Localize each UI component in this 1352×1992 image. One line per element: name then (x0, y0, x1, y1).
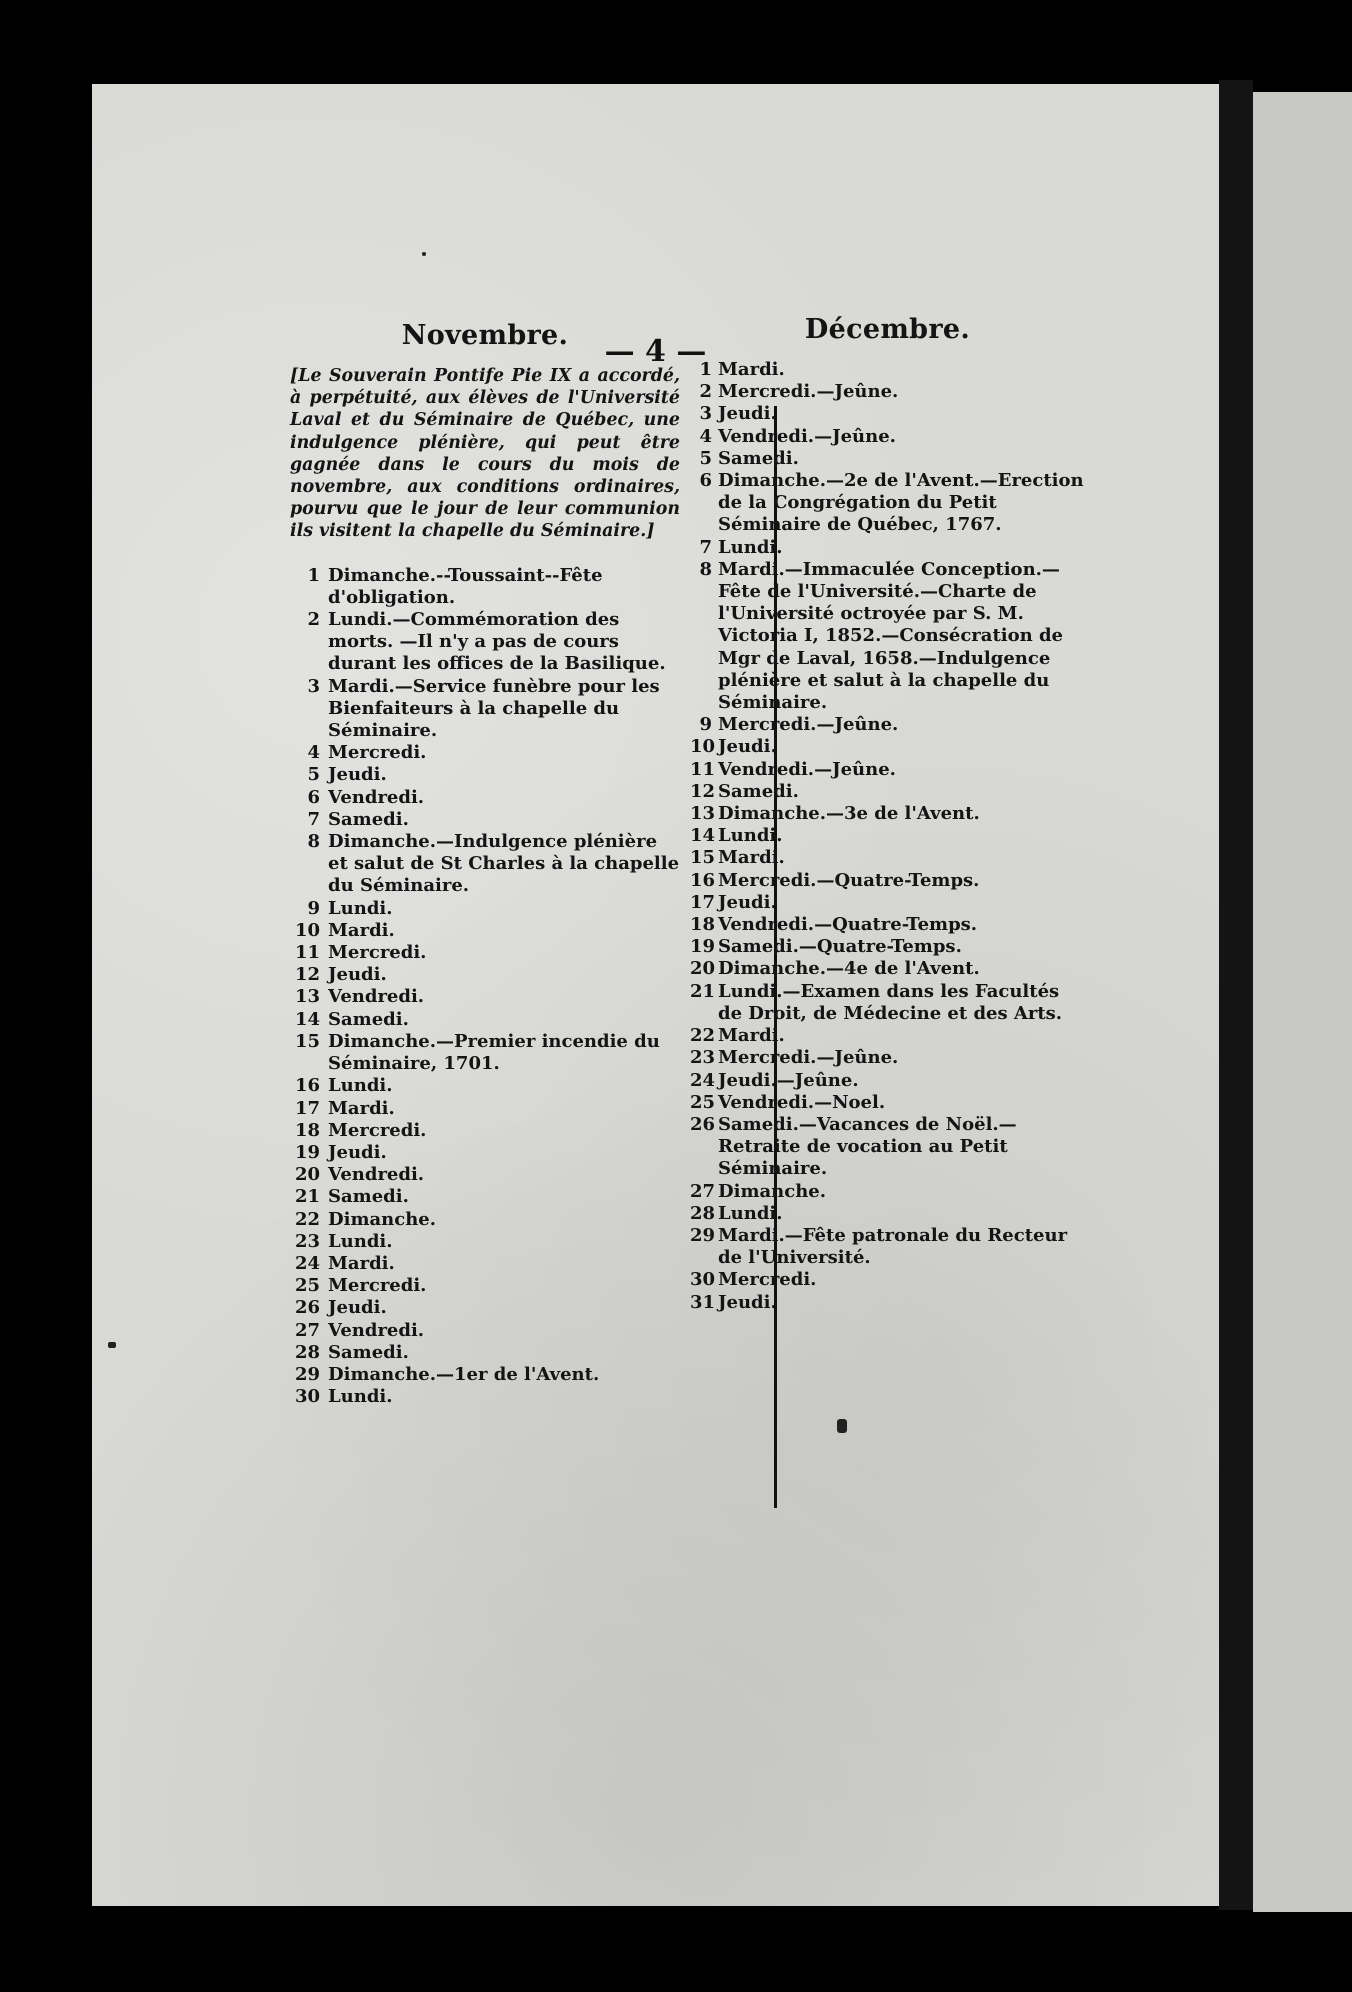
day-number: 9 (307, 897, 320, 919)
day-text: Vendredi. (328, 1319, 425, 1341)
calendar-entry (290, 1009, 680, 1031)
calendar-entry (690, 1092, 1085, 1114)
calendar-entry (290, 1098, 680, 1120)
calendar-entry (690, 1025, 1085, 1047)
day-text: Mardi. (328, 1252, 395, 1274)
calendar-entry (690, 1114, 1085, 1181)
calendar-entry (290, 809, 680, 831)
day-number: 25 (690, 1091, 716, 1113)
day-number: 12 (690, 780, 716, 802)
day-text: Dimanche.—1er de l'Avent. (328, 1363, 600, 1385)
calendar-entry (290, 1142, 680, 1164)
calendar-entry (690, 759, 1085, 781)
calendar-entry (290, 964, 680, 986)
calendar-entry (290, 1364, 680, 1386)
calendar-entry (290, 742, 680, 764)
calendar-entry (690, 825, 1085, 847)
day-text: Mercredi.—Jeûne. (718, 714, 899, 736)
calendar-entry (690, 448, 1085, 470)
day-number: 1 (307, 564, 320, 586)
calendar-entry (690, 1225, 1085, 1269)
calendar-entry (690, 426, 1085, 448)
day-text: Samedi. (328, 1008, 409, 1030)
day-number: 22 (294, 1208, 320, 1230)
day-text: Mardi. (718, 847, 785, 869)
day-text: Samedi. (718, 780, 799, 802)
day-number: 24 (690, 1069, 716, 1091)
calendar-entry (690, 359, 1085, 381)
calendar-entry (690, 803, 1085, 825)
day-text: Vendredi.—Noel. (718, 1091, 886, 1113)
day-text: Dimanche. (718, 1180, 827, 1202)
day-text: Lundi. (718, 536, 783, 558)
day-text: Mardi. (328, 919, 395, 941)
day-text: Dimanche.—Premier incendie du Séminaire, 1701. (328, 1030, 660, 1075)
day-number: 29 (690, 1224, 716, 1246)
december-entries (690, 359, 1085, 1314)
day-text: Dimanche.--Toussaint--Fête d'obligation. (328, 564, 603, 608)
calendar-entry (290, 1075, 680, 1097)
day-text: Mardi. (718, 359, 785, 380)
ink-speck (422, 252, 426, 256)
day-number: 2 (307, 609, 320, 631)
day-number: 6 (699, 470, 712, 492)
ink-speck (108, 1342, 116, 1348)
calendar-entry (690, 914, 1085, 936)
day-number: 3 (307, 675, 320, 697)
day-number: 29 (294, 1363, 320, 1385)
calendar-entry (290, 1386, 680, 1408)
calendar-entry (290, 1164, 680, 1186)
day-number: 7 (699, 536, 712, 558)
day-text: Vendredi.—Jeûne. (718, 425, 896, 447)
day-number: 8 (307, 831, 320, 853)
calendar-entry (290, 1209, 680, 1231)
calendar-entry (290, 676, 680, 743)
calendar-entry (290, 1031, 680, 1075)
calendar-entry (290, 986, 680, 1008)
day-number: 2 (699, 381, 712, 403)
day-number: 28 (294, 1341, 320, 1363)
day-text: Lundi. (328, 1075, 393, 1097)
day-text: Lundi. (328, 897, 393, 919)
day-text: Mercredi.—Jeûne. (718, 1047, 899, 1069)
day-number: 17 (294, 1097, 320, 1119)
day-number: 9 (699, 714, 712, 736)
day-number: 8 (699, 558, 712, 580)
calendar-entry (690, 1070, 1085, 1092)
day-number: 3 (699, 403, 712, 425)
day-text: Mercredi. (718, 1269, 817, 1291)
calendar-entry (690, 936, 1085, 958)
calendar-entry (690, 381, 1085, 403)
day-text: Samedi. (718, 447, 799, 469)
day-number: 15 (690, 847, 716, 869)
day-text: Mardi.—Immaculée Conception.—Fête de l'Université.—Charte de l'Université octroyée par S. M. Victoria I, 1852.—Consécration de Mgr de Laval, 1658.—Indulgence plénière et salut à la chapelle du Séminaire. (718, 558, 1063, 714)
december-column (690, 314, 1085, 1314)
calendar-entry (690, 781, 1085, 803)
month-title-november: Novembre. (401, 320, 569, 351)
day-number: 6 (307, 786, 320, 808)
day-number: 4 (307, 742, 320, 764)
day-number: 20 (294, 1164, 320, 1186)
day-number: 15 (294, 1030, 320, 1052)
day-number: 10 (690, 736, 716, 758)
calendar-entry (690, 1269, 1085, 1291)
calendar-entry (690, 958, 1085, 980)
day-text: Mercredi.—Jeûne. (718, 381, 899, 403)
day-text: Mardi.—Service funèbre pour les Bienfaiteurs à la chapelle du Séminaire. (328, 675, 660, 742)
day-number: 16 (690, 869, 716, 891)
day-text: Samedi.—Quatre-Temps. (718, 936, 962, 958)
day-text: Dimanche.—2e de l'Avent.—Erection de la Congrégation du Petit Séminaire de Québec, 1767. (718, 470, 1084, 536)
day-number: 7 (307, 808, 320, 830)
day-text: Lundi. (718, 825, 783, 847)
day-number: 23 (294, 1230, 320, 1252)
calendar-entry (290, 831, 680, 898)
calendar-entry (290, 1253, 680, 1275)
day-text: Jeudi. (718, 736, 777, 758)
day-text: Lundi. (328, 1230, 393, 1252)
day-number: 20 (690, 958, 716, 980)
calendar-entry (290, 1275, 680, 1297)
calendar-entry (290, 609, 680, 676)
day-text: Mardi. (328, 1097, 395, 1119)
calendar-entry (690, 892, 1085, 914)
calendar-entry (290, 1120, 680, 1142)
day-number: 11 (690, 758, 716, 780)
day-number: 13 (690, 803, 716, 825)
day-text: Lundi. (328, 1386, 393, 1408)
calendar-entry (290, 764, 680, 786)
day-text: Vendredi. (328, 986, 425, 1008)
day-text: Jeudi. (328, 964, 387, 986)
calendar-entry (290, 1186, 680, 1208)
day-number: 1 (699, 359, 712, 380)
calendar-entry (690, 736, 1085, 758)
day-text: Dimanche.—4e de l'Avent. (718, 958, 980, 980)
day-number: 25 (294, 1275, 320, 1297)
day-number: 30 (690, 1269, 716, 1291)
november-entries (290, 565, 680, 1409)
adjacent-page-strip (1253, 92, 1352, 1912)
day-number: 21 (294, 1186, 320, 1208)
day-number: 18 (294, 1119, 320, 1141)
calendar-entry (290, 920, 680, 942)
day-number: 17 (690, 891, 716, 913)
day-number: 5 (699, 447, 712, 469)
day-text: Vendredi.—Quatre-Temps. (718, 914, 978, 936)
day-number: 5 (307, 764, 320, 786)
day-number: 13 (294, 986, 320, 1008)
day-text: Jeudi. (718, 1291, 777, 1313)
day-text: Jeudi. (718, 403, 777, 425)
calendar-entry (690, 470, 1085, 537)
calendar-entry (690, 1292, 1085, 1314)
day-text: Dimanche. (328, 1208, 437, 1230)
day-number: 11 (294, 942, 320, 964)
november-intro-note: [Le Souverain Pontife Pie IX a accordé, à perpétuité, aux élèves de l'Université Laval et du Séminaire de Québec, une indulgence plénière, qui peut être gagnée dans le cours du mois de novembre, aux conditions ordinaires, pourvu que le jour de leur communion ils visitent la chapelle du Séminaire.] (290, 366, 680, 542)
day-text: Lundi. (718, 1202, 783, 1224)
day-text: Vendredi.—Jeûne. (718, 758, 896, 780)
day-text: Mercredi. (328, 1275, 427, 1297)
calendar-entry (690, 1203, 1085, 1225)
day-text: Jeudi. (718, 891, 777, 913)
day-number: 26 (294, 1297, 320, 1319)
month-title-december: Décembre. (804, 314, 971, 345)
day-number: 31 (690, 1291, 716, 1313)
calendar-entry (290, 942, 680, 964)
day-text: Jeudi.—Jeûne. (718, 1069, 859, 1091)
day-number: 30 (294, 1386, 320, 1408)
ink-blot (837, 1419, 847, 1433)
day-text: Mercredi.—Quatre-Temps. (718, 869, 980, 891)
calendar-entry (690, 981, 1085, 1025)
day-text: Lundi.—Commémoration des morts. —Il n'y a pas de cours durant les offices de la Basilique. (328, 609, 666, 675)
november-column (290, 320, 680, 1408)
calendar-entry (690, 559, 1085, 714)
calendar-entry (690, 847, 1085, 869)
day-text: Samedi. (328, 1341, 409, 1363)
day-text: Mercredi. (328, 1119, 427, 1141)
calendar-entry (290, 787, 680, 809)
day-number: 19 (294, 1141, 320, 1163)
calendar-entry (290, 1297, 680, 1319)
calendar-entry (290, 565, 680, 609)
day-text: Dimanche.—Indulgence plénière et salut de St Charles à la chapelle du Séminaire. (328, 831, 680, 897)
day-text: Samedi. (328, 1186, 409, 1208)
day-number: 22 (690, 1025, 716, 1047)
day-text: Mercredi. (328, 942, 427, 964)
day-number: 27 (294, 1319, 320, 1341)
calendar-entry (290, 898, 680, 920)
day-text: Samedi.—Vacances de Noël.—Retraite de vocation au Petit Séminaire. (718, 1113, 1017, 1180)
day-text: Jeudi. (328, 1141, 387, 1163)
day-number: 23 (690, 1047, 716, 1069)
day-text: Dimanche.—3e de l'Avent. (718, 803, 980, 825)
day-text: Lundi.—Examen dans les Facultés de Droit, de Médecine et des Arts. (718, 980, 1063, 1024)
day-number: 12 (294, 964, 320, 986)
day-number: 18 (690, 914, 716, 936)
calendar-entry (690, 537, 1085, 559)
day-text: Vendredi. (328, 786, 425, 808)
calendar-entry (690, 1047, 1085, 1069)
day-text: Mardi.—Fête patronale du Recteur de l'Université. (718, 1224, 1068, 1269)
day-number: 16 (294, 1075, 320, 1097)
day-number: 24 (294, 1252, 320, 1274)
calendar-entry (290, 1342, 680, 1364)
day-number: 14 (294, 1008, 320, 1030)
day-text: Samedi. (328, 808, 409, 830)
day-number: 28 (690, 1202, 716, 1224)
calendar-entry (690, 714, 1085, 736)
day-number: 21 (690, 980, 716, 1002)
calendar-entry (690, 870, 1085, 892)
calendar-entry (290, 1320, 680, 1342)
day-number: 19 (690, 936, 716, 958)
day-text: Vendredi. (328, 1164, 425, 1186)
day-text: Mercredi. (328, 742, 427, 764)
calendar-entry (290, 1231, 680, 1253)
day-text: Jeudi. (328, 764, 387, 786)
day-number: 4 (699, 425, 712, 447)
day-number: 10 (294, 919, 320, 941)
calendar-entry (690, 403, 1085, 425)
page-number: — 4 — (604, 334, 707, 369)
day-number: 14 (690, 825, 716, 847)
day-number: 27 (690, 1180, 716, 1202)
page-edge (1219, 80, 1253, 1910)
day-text: Mardi. (718, 1025, 785, 1047)
calendar-entry (690, 1181, 1085, 1203)
day-text: Jeudi. (328, 1297, 387, 1319)
day-number: 26 (690, 1113, 716, 1135)
